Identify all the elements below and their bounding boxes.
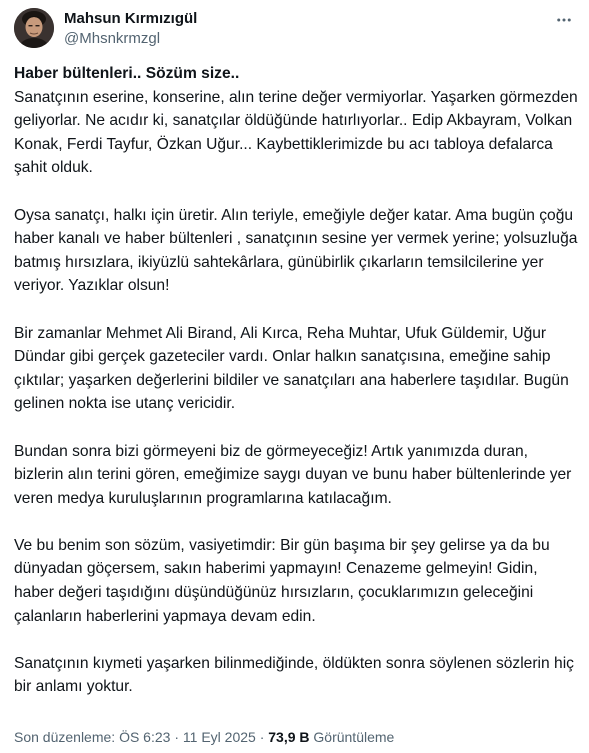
meta-separator: ·	[259, 729, 265, 745]
views-label[interactable]: Görüntüleme	[313, 729, 395, 745]
tweet-text	[14, 62, 579, 723]
tweet-paragraph-5: Ve bu benim son sözüm, vasiyetimdir: Bir gün başıma bir şey gelirse ya da bu dünyadan göçersem, sakın haberimi yapmayın! Cenazeme gelmeyin! Gidin, haber değeri taşıdığını düşündüğünüz hırsızların, çocuklarımızın geleceğini çalanların haberlerini yapmaya devam edin.	[14, 536, 550, 625]
tweet-paragraph-4: Bundan sonra bizi görmeyeni biz de görmeyeceğiz! Artık yanımızda duran, bizlerin alın terini gören, emeğimize saygı duyan ve bunu haber bültenlerinde yer veren medya kuruluşlarının programlarına katılacağım.	[14, 442, 572, 507]
meta-separator: ·	[174, 729, 179, 745]
tweet-headline: Haber bültenleri.. Sözüm size..	[14, 65, 240, 82]
tweet-paragraph-1: Sanatçının eserine, konserine, alın terine değer vermiyorlar. Yaşarken görmezden geliyorlar. Ne acıdır ki, sanatçılar öldüğünde hatırlıyorlar.. Edip Akbayram, Volkan Konak, Ferdi Tayfur, Özkan Uğur... Kaybettiklerimizde bu acı tabloya defalarca şahit olduk.	[14, 88, 578, 177]
author-names	[64, 10, 197, 49]
tweet-paragraph-6: Sanatçının kıymeti yaşarken bilinmediğinde, öldükten sonra söylenen sözlerin hiç bir anlamı yoktur.	[14, 654, 574, 696]
tweet-paragraph-2: Oysa sanatçı, halkı için üretir. Alın teriyle, emeğiyle değer katar. Ama bugün çoğu haber kanalı ve haber bültenleri , sanatçının sesine yer vermek yerine; yolsuzluğa batmış hırsızlara, ikiyüzlü sahtekârlara, günübirlik çıkarların temsilcilerine yer veriyor. Yazıklar olsun!	[14, 206, 578, 295]
avatar-image	[14, 8, 54, 48]
author-handle[interactable]: @Mhsnkrmzgl	[64, 30, 161, 47]
profile-avatar[interactable]	[14, 8, 54, 48]
author-display-name[interactable]: Mahsun Kırmızıgül	[64, 10, 198, 27]
tweet-meta	[14, 727, 394, 747]
tweet-header	[14, 8, 579, 50]
tweet-date[interactable]: 11 Eyl 2025	[182, 729, 256, 745]
more-options-button[interactable]	[553, 10, 575, 30]
more-horizontal-icon	[555, 11, 573, 29]
views-count: 73,9 B	[268, 729, 310, 745]
edited-timestamp[interactable]: Son düzenleme: ÖS 6:23	[14, 729, 171, 745]
tweet-paragraph-3: Bir zamanlar Mehmet Ali Birand, Ali Kırca, Reha Muhtar, Ufuk Güldemir, Uğur Dündar gibi gerçek gazeteciler vardı. Onlar halkın sanatçısına, emeğine sahip çıktılar; yaşarken değerlerini bildiler ve sanatçıları ana haberlere taşıdılar. Bugün gelinen nokta ise utanç vericidir.	[14, 324, 569, 413]
